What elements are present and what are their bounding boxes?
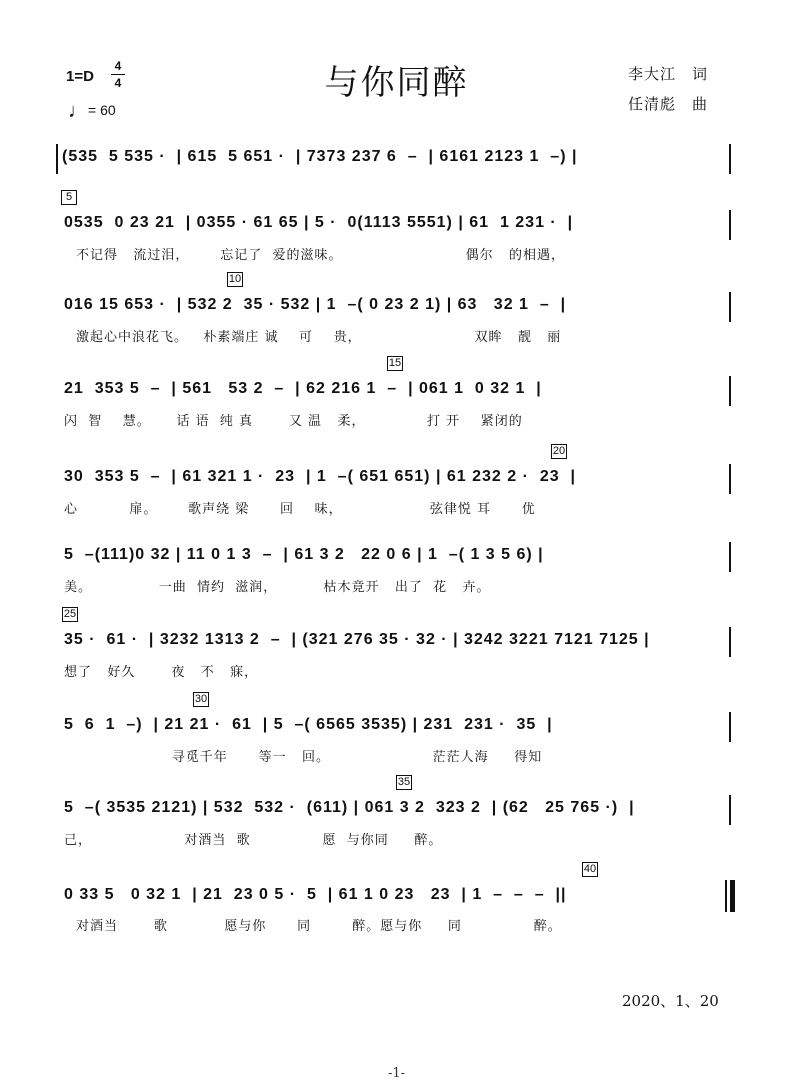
score-system-3-notes: 016 15 653 · | 532 2 35 · 532 | 1 –( 0 23 2 1) | 63 32 1 – | — [64, 296, 567, 313]
measure-number-40: 40 — [583, 863, 597, 875]
score-system-7-notes: 35 · 61 · | 3232 1313 2 – | (321 276 35 · 32 · | 3242 3221 7121 7125 | — [64, 631, 650, 648]
score-system-10-notes: 0 33 5 0 32 1 | 21 23 0 5 · 5 | 61 1 0 23 23 | 1 – – – || — [64, 886, 567, 903]
score-system-2-lyrics: 不记得 流过泪， 忘记了 爱的滋味。 偶尔 的相遇， — [76, 248, 566, 263]
measure-number-10: 10 — [228, 273, 242, 285]
date-stamp: 2020、1、20 — [622, 992, 719, 1010]
system-4-end-bar — [729, 376, 731, 406]
score-system-9-lyrics: 己， 对酒当 歌 愿 与你同 醉。 — [64, 833, 443, 848]
quarter-note-icon: ♩ — [68, 100, 88, 122]
measure-number-25: 25 — [63, 608, 77, 620]
system-8-end-bar — [729, 712, 731, 742]
measure-number-20: 20 — [552, 445, 566, 457]
system-5-end-bar — [729, 464, 731, 494]
system-1-end-bar — [729, 144, 731, 174]
page-title: 与你同醉 — [324, 63, 469, 103]
time-signature-divider — [111, 74, 125, 75]
score-system-4-lyrics: 闪 智 慧。 话 语 纯 真 又 温 柔， 打 开 紧闭的 — [64, 414, 523, 429]
score-system-9-notes: 5 –( 3535 2121) | 532 532 · (611) | 061 3 2 323 2 | (62 25 765 ·) | — [64, 799, 635, 816]
score-system-4-notes: 21 353 5 – | 561 53 2 – | 62 216 1 – | 061 1 0 32 1 | — [64, 380, 542, 397]
score-system-1-notes: (535 5 535 · | 615 5 651 · | 7373 237 6 – | 6161 2123 1 –) | — [62, 148, 578, 165]
time-signature-top: 4 — [114, 59, 122, 73]
final-barline-thin — [725, 880, 727, 912]
score-system-5-notes: 30 353 5 – | 61 321 1 · 23 | 1 –( 651 651) | 61 232 2 · 23 | — [64, 468, 576, 485]
time-signature — [111, 59, 125, 90]
measure-number-5: 5 — [61, 190, 77, 205]
system-1-start-bar — [56, 144, 58, 174]
score-system-6-notes: 5 –(111)0 32 | 11 0 1 3 – | 61 3 2 22 0 6 | 1 –( 1 3 5 6) | — [64, 546, 544, 563]
time-signature-bottom: 4 — [114, 76, 122, 90]
tempo-value: = 60 — [88, 102, 116, 118]
final-barline-thick — [730, 880, 735, 912]
score-system-8-lyrics: 寻觅千年 等一 回。 茫茫人海 得知 — [64, 750, 543, 765]
measure-number-15: 15 — [388, 357, 402, 369]
page-number: -1- — [387, 1066, 406, 1081]
score-system-8-notes: 5 6 1 –) | 21 21 · 61 | 5 –( 6565 3535) | 231 231 · 35 | — [64, 716, 553, 733]
score-system-2-notes: 0535 0 23 21 | 0355 · 61 65 | 5 · 0(1113 5551) | 61 1 231 · | — [64, 214, 574, 231]
score-system-3-lyrics: 激起心中浪花飞。 朴素端庄 诚 可 贵， 双眸 靓 丽 — [76, 330, 562, 345]
measure-number-35: 35 — [397, 776, 411, 788]
key-signature: 1=D — [66, 68, 94, 85]
lyricist-credit: 李大江 词 — [628, 65, 709, 83]
system-6-end-bar — [729, 542, 731, 572]
score-system-10-lyrics: 对酒当 歌 愿与你 同 醉。愿与你 同 醉。 — [76, 919, 562, 934]
composer-credit: 任清彪 曲 — [628, 95, 709, 113]
system-2-end-bar — [729, 210, 731, 240]
score-system-7-lyrics: 想了 好久 夜 不 寐， — [64, 665, 259, 680]
score-system-6-lyrics: 美。 一曲 情约 滋润， 枯木竟开 出了 花 卉。 — [64, 580, 491, 595]
score-system-5-lyrics: 心 扉。 歌声绕 梁 回 味， 弦律悦 耳 优 — [64, 502, 536, 517]
system-9-end-bar — [729, 795, 731, 825]
tempo-marking — [68, 100, 116, 122]
system-3-end-bar — [729, 292, 731, 322]
system-7-end-bar — [729, 627, 731, 657]
measure-number-30: 30 — [194, 693, 208, 705]
